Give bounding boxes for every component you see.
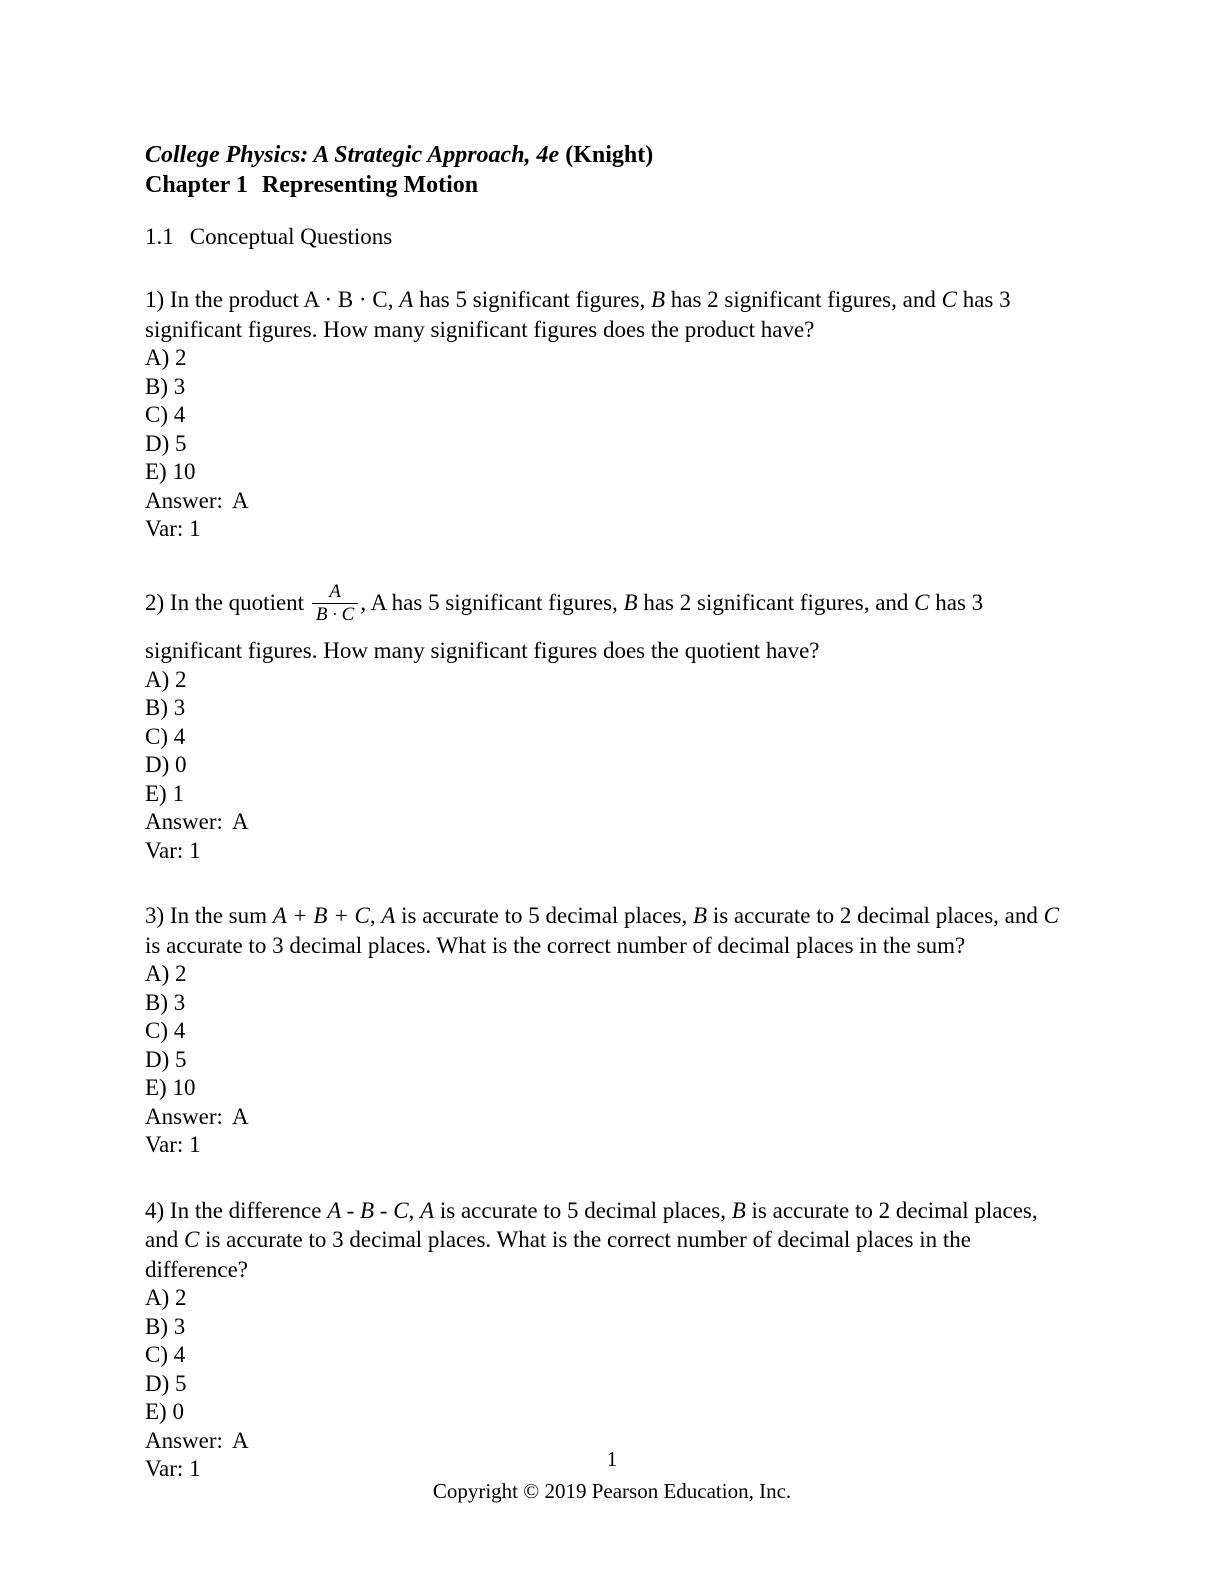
question-stem-part: has 2 significant figures, and	[643, 589, 909, 615]
book-title-italic: College Physics: A Strategic Approach, 4e	[145, 142, 560, 168]
question-number: 3)	[145, 903, 165, 929]
question-stem-part: is accurate to 5 decimal places,	[439, 1197, 726, 1223]
question-block	[145, 580, 1075, 866]
chapter-heading	[145, 170, 1075, 201]
variable-b: B	[731, 1197, 746, 1223]
answer-value: A	[231, 1103, 249, 1129]
choice-d[interactable]: D) 0	[145, 752, 187, 778]
page-content	[145, 140, 1075, 1484]
question-stem-part: is accurate to 3 decimal places. What is the correct number of decimal places in the sum?	[145, 932, 966, 958]
variable-c: C	[183, 1227, 200, 1253]
answer-value: A	[231, 487, 249, 513]
question-number: 2)	[145, 589, 165, 615]
variable-b: B	[650, 287, 666, 312]
chapter-label: Chapter 1	[145, 172, 248, 198]
fraction	[312, 582, 359, 625]
choice-a[interactable]: A) 2	[145, 345, 187, 370]
var-line: Var: 1	[145, 1132, 201, 1158]
question-stem-part: has 2 significant figures, and	[670, 287, 936, 312]
choice-d[interactable]: D) 5	[145, 430, 187, 456]
answer-label: Answer:	[145, 1103, 223, 1129]
page-footer	[0, 1446, 1224, 1504]
question-stem-part: is accurate to 5 decimal places,	[401, 903, 688, 929]
question-stem-part: In the sum	[169, 903, 268, 929]
question-stem-part: has 5 significant figures,	[419, 287, 646, 312]
choice-c[interactable]: C) 4	[145, 402, 186, 427]
choice-c[interactable]: C) 4	[145, 1018, 186, 1044]
choice-e[interactable]: E) 10	[145, 459, 196, 484]
question-stem-part: has 3 significant figures. How many significant figures does the product have?	[145, 287, 1011, 342]
choice-b[interactable]: B) 3	[145, 373, 186, 399]
question-number: 1)	[145, 287, 165, 312]
section-heading	[145, 223, 1075, 251]
choice-c[interactable]: C) 4	[145, 723, 186, 749]
question-stem-part: has 3	[935, 589, 984, 615]
question-block	[145, 285, 1075, 544]
answer-line	[145, 1103, 1075, 1132]
choice-b[interactable]: B) 3	[145, 695, 186, 721]
fraction-numerator: A	[329, 580, 341, 602]
question-stem	[145, 901, 1075, 960]
choice-a[interactable]: A) 2	[145, 666, 187, 692]
choice-b[interactable]: B) 3	[145, 1313, 186, 1339]
choice-b[interactable]: B) 3	[145, 989, 186, 1015]
expression: A + B + C,	[272, 903, 376, 929]
question-stem-part: is accurate to 2 decimal places, and	[145, 1197, 1038, 1253]
section-title: Conceptual Questions	[189, 224, 393, 249]
copyright-notice: Copyright © 2019 Pearson Education, Inc.	[432, 1479, 792, 1503]
choice-d[interactable]: D) 5	[145, 1370, 187, 1396]
question-stem-part: is accurate to 3 decimal places. What is the correct number of decimal places in the difference?	[145, 1227, 971, 1282]
choice-a[interactable]: A) 2	[145, 961, 187, 987]
variable-c: C	[1043, 903, 1059, 929]
choice-e[interactable]: E) 1	[145, 780, 184, 806]
question-stem	[145, 1196, 1075, 1285]
choice-a[interactable]: A) 2	[145, 1285, 187, 1311]
question-stem-part: In the quotient	[169, 589, 305, 615]
question-stem-part: is accurate to 2 decimal places, and	[712, 903, 1038, 929]
variable-a: A	[420, 1197, 435, 1223]
answer-value: A	[231, 809, 249, 835]
question-stem	[145, 580, 1075, 626]
answer-label: Answer:	[145, 1427, 223, 1453]
variable-a: A	[381, 903, 396, 929]
var-line: Var: 1	[145, 1456, 201, 1482]
choice-e[interactable]: E) 10	[145, 1075, 196, 1101]
choice-c[interactable]: C) 4	[145, 1342, 186, 1368]
variable-c: C	[914, 589, 930, 615]
var-line: Var: 1	[145, 837, 201, 863]
variable-c: C	[941, 287, 957, 312]
choice-d[interactable]: D) 5	[145, 1046, 187, 1072]
variable-b: B	[693, 903, 708, 929]
question-stem-continued: significant figures. How many significant figures does the quotient have?	[145, 637, 820, 663]
question-number: 4)	[145, 1197, 165, 1223]
expression: A - B - C,	[327, 1197, 415, 1223]
question-stem-part: , A has 5 significant figures,	[360, 589, 618, 615]
choice-e[interactable]: E) 0	[145, 1399, 184, 1425]
question-block	[145, 901, 1075, 1160]
page-number: 1	[606, 1447, 618, 1471]
section-number: 1.1	[145, 224, 174, 249]
question-stem-part: In the product A · B · C,	[169, 287, 394, 312]
answer-line	[145, 808, 1075, 837]
variable-a: A	[399, 287, 414, 312]
answer-line	[145, 487, 1075, 516]
question-stem	[145, 285, 1075, 344]
answer-label: Answer:	[145, 487, 223, 513]
book-title	[145, 140, 1075, 170]
question-stem-part: In the difference	[169, 1197, 322, 1223]
answer-label: Answer:	[145, 809, 223, 835]
answer-value: A	[231, 1427, 249, 1453]
fraction-denominator: B · C	[312, 603, 359, 625]
chapter-title: Representing Motion	[261, 172, 479, 198]
variable-b: B	[623, 589, 638, 615]
var-line: Var: 1	[145, 516, 201, 541]
book-title-author: (Knight)	[565, 142, 654, 168]
question-block	[145, 1196, 1075, 1484]
